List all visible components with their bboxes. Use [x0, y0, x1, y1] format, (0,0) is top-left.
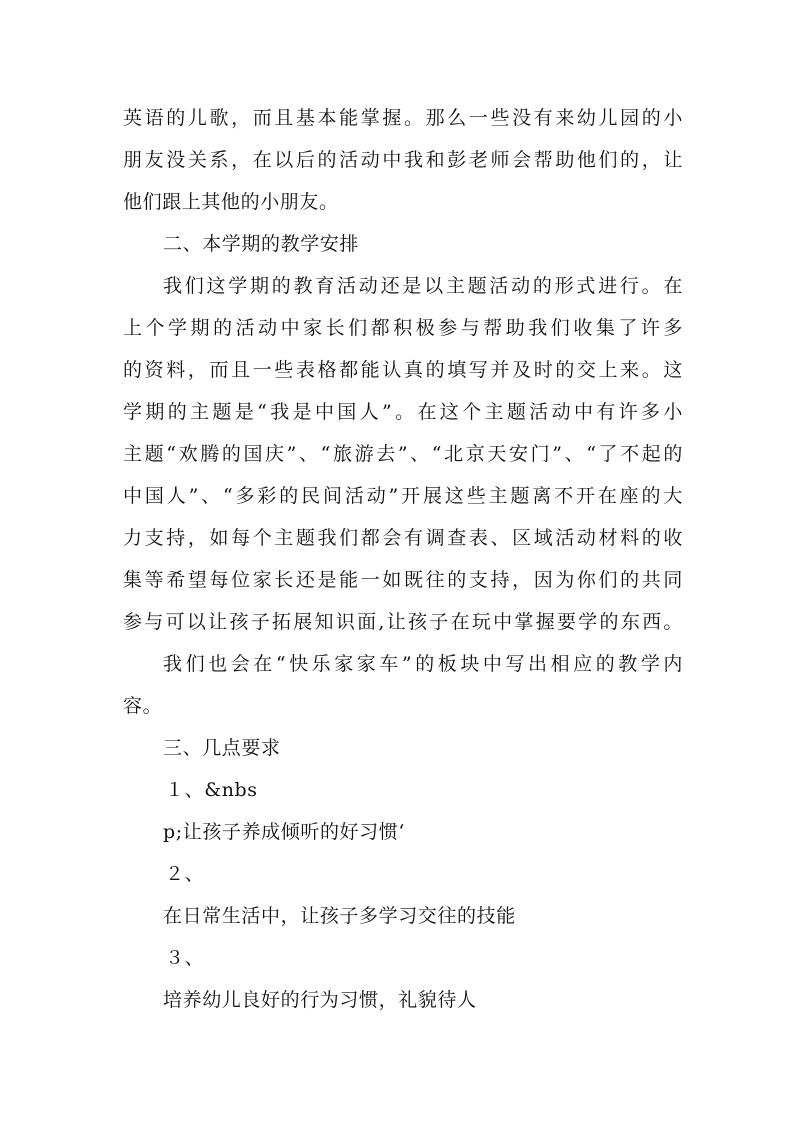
text-line: 的资料，而且一些表格都能认真的填写并及时的交上来。这	[123, 359, 683, 381]
list-item-text: p;让孩子养成倾听的好习惯‘	[163, 821, 406, 843]
text-line: 学期的主题是“我是中国人”。在这个主题活动中有许多小	[123, 401, 683, 423]
text-line: 中国人”、“多彩的民间活动”开展这些主题离不开在座的大	[123, 485, 683, 507]
text-line: 主题“欢腾的国庆”、“旅游去”、“北京天安门”、“了不起的	[123, 443, 683, 465]
text-line: 我们这学期的教育活动还是以主题活动的形式进行。在	[163, 275, 683, 297]
text-line: 我们也会在“快乐家家车”的板块中写出相应的教学内	[163, 653, 683, 675]
text-line: 力支持，如每个主题我们都会有调查表、区域活动材料的收	[123, 527, 683, 549]
section-heading: 二、本学期的教学安排	[163, 233, 360, 255]
list-item-text: 在日常生活中，让孩子多学习交往的技能	[163, 905, 516, 927]
text-line: 上个学期的活动中家长们都积极参与帮助我们收集了许多	[123, 317, 683, 339]
text-line: 他们跟上其他的小朋友。	[123, 191, 339, 213]
list-number: ２、	[165, 863, 205, 885]
section-heading: 三、几点要求	[163, 737, 281, 759]
list-number: ３、	[165, 947, 205, 969]
list-item-text: 培养幼儿良好的行为习惯，礼貌待人	[163, 989, 477, 1011]
text-line: 朋友没关系，在以后的活动中我和彭老师会帮助他们的，让	[123, 149, 683, 171]
text-line: 集等希望每位家长还是能一如既往的支持，因为你们的共同	[123, 569, 683, 591]
text-line: 参与可以让孩子拓展知识面,让孩子在玩中掌握要学的东西。	[123, 611, 683, 633]
list-number: １、&nbs	[165, 779, 258, 801]
text-line: 容。	[123, 695, 163, 717]
text-line: 英语的儿歌，而且基本能掌握。那么一些没有来幼儿园的小	[123, 107, 683, 129]
